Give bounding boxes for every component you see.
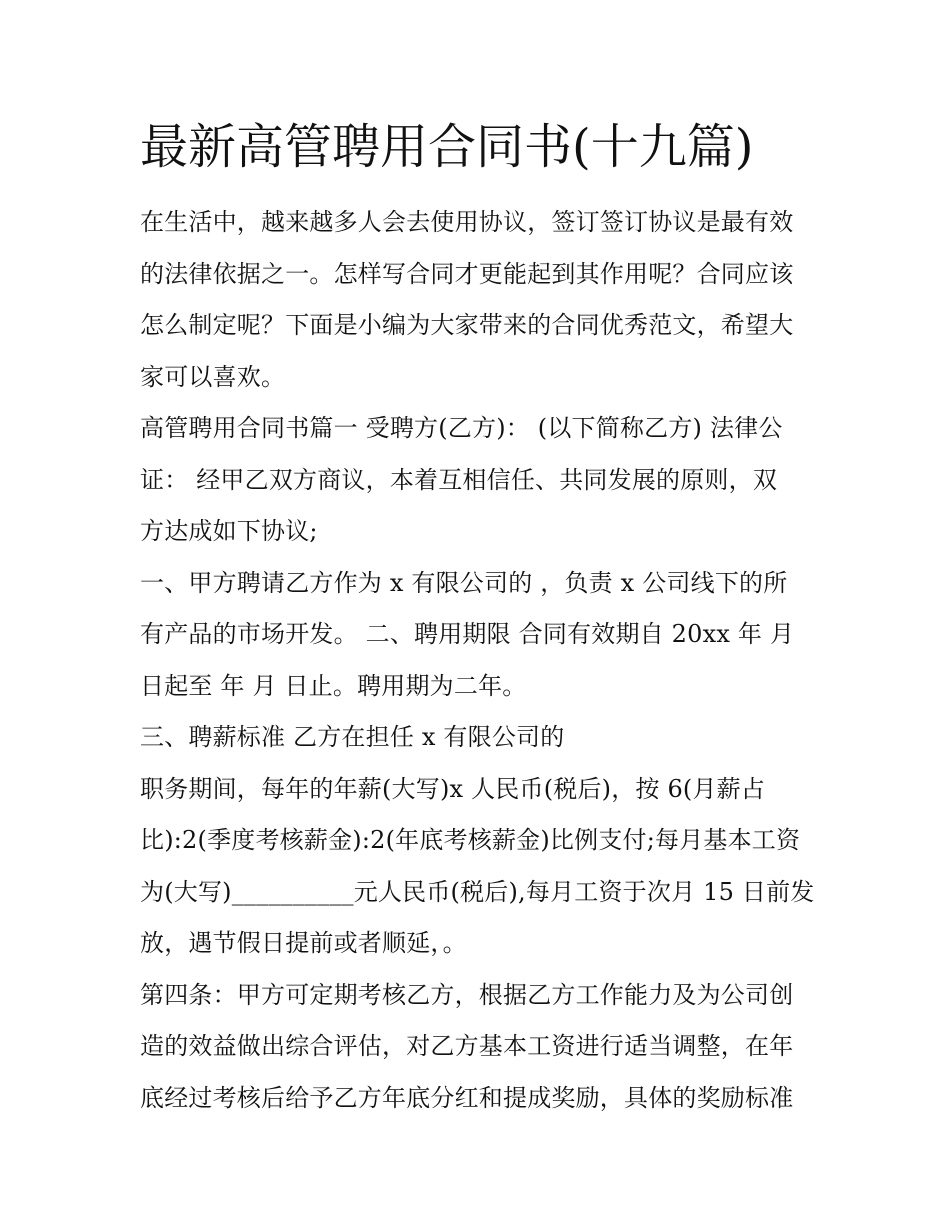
body-line: 职务期间，每年的年薪(大写)x 人民币(税后)，按 6(月薪占 — [140, 774, 766, 803]
body-line: 日起至 年 月 日止。聘用期为二年。 — [140, 671, 527, 700]
body-line: 方达成如下协议; — [140, 517, 318, 545]
document-body — [140, 197, 820, 1124]
body-line: 家可以喜欢。 — [140, 362, 286, 391]
body-line: 放，遇节假日提前或者顺延，。 — [140, 929, 467, 957]
body-line: 证： 经甲乙双方商议，本着互相信任、共同发展的原则，双 — [140, 465, 778, 494]
body-line: 有产品的市场开发。 二、聘用期限 合同有效期自 20xx 年 月 — [140, 620, 795, 648]
body-line: 一、甲方聘请乙方作为 x 有限公司的 ，负责 x 公司线下的所 — [140, 568, 788, 597]
body-line: 比):2(季度考核薪金):2(年底考核薪金)比例支付;每月基本工资 — [140, 826, 801, 854]
body-line: 高管聘用合同书篇一 受聘方(乙方)： (以下简称乙方) 法律公 — [140, 414, 783, 442]
body-line: 怎么制定呢？下面是小编为大家带来的合同优秀范文，希望大 — [140, 311, 794, 339]
body-line: 第四条：甲方可定期考核乙方，根据乙方工作能力及为公司创 — [140, 980, 794, 1009]
body-line: 在生活中，越来越多人会去使用协议，签订签订协议是最有效 — [140, 208, 794, 236]
body-line: 造的效益做出综合评估，对乙方基本工资进行适当调整，在年 — [140, 1032, 794, 1060]
body-line: 底经过考核后给予乙方年底分红和提成奖励，具体的奖励标准 — [140, 1083, 794, 1112]
body-line: 三、聘薪标准 乙方在担任 x 有限公司的 — [140, 723, 565, 751]
body-line: 为(大写)__________元人民币(税后),每月工资于次月 15 日前发 — [140, 877, 815, 906]
body-line: 的法律依据之一。怎样写合同才更能起到其作用呢？合同应该 — [140, 259, 794, 288]
document-title: 最新高管聘用合同书(十九篇) — [140, 119, 754, 175]
